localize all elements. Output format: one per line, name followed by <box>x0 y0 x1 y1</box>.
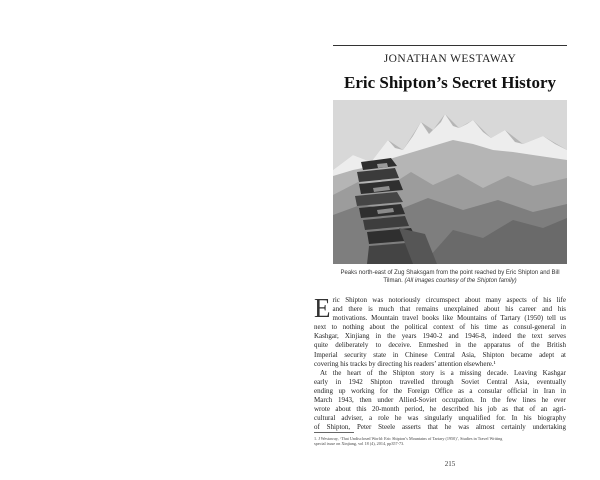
footnote-line: 1. J Westaway, ‘That Undisclosed World: Eric Shipton’s Mountains of Tartary (1950)’, Studies in Travel Writing <box>314 436 503 441</box>
body-line: Imperial security state in Chinese Central Asia, Shipton became adept at <box>314 350 566 359</box>
caption-credit: (All images courtesy of the Shipton family) <box>404 278 517 284</box>
body-line: covering his tracks by directing his readers’ attention elsewhere.¹ <box>314 359 496 368</box>
footnote-rule <box>314 432 354 433</box>
body-line: cultural adviser, a role he was singularly unqualified for. In his biography <box>314 414 566 423</box>
article-author: JONATHAN WESTAWAY <box>383 53 517 65</box>
body-line: next to nothing about the political context of his time as consul-general in <box>314 323 566 332</box>
body-line: and there is much that remains unexplained about his career and his <box>332 305 566 314</box>
article-title: Eric Shipton’s Secret History <box>343 73 556 92</box>
paragraph-1 <box>314 293 566 369</box>
figure-caption <box>333 269 567 285</box>
body-line: of Shipton, Peter Steele asserts that he was almost certainly undertaking <box>314 423 566 432</box>
footnote-line: special issue on Xinjiang, vol 18 (4), 2014, pp357-73. <box>314 441 405 447</box>
paragraph-2 <box>314 369 566 433</box>
body-line: wrote about this 20-month period, he described his job as that of an agri- <box>314 405 566 414</box>
header-rule <box>333 45 567 46</box>
body-line: At the heart of the Shipton story is a missing decade. Leaving Kashgar <box>320 368 566 377</box>
body-line: early in 1942 Shipton travelled through Soviet Central Asia, eventually <box>314 377 566 386</box>
mountain-cairn-image <box>333 100 567 264</box>
body-line: March 1943, then under Allied-Soviet occupation. In the few lines he ever <box>314 396 566 405</box>
body-line: ric Shipton was notoriously circumspect about many aspects of his life <box>332 296 566 304</box>
body-line: quite deliberately to deceive. Enmeshed in the apparatus of the British <box>314 341 566 350</box>
article-body <box>314 293 566 432</box>
body-line: Kashgar, Xinjiang in the years 1940-2 and 1946-8, indeed the text serves <box>314 332 566 341</box>
page-number: 215 <box>444 460 456 468</box>
mountain-photo <box>333 100 567 264</box>
drop-cap: E <box>314 293 331 323</box>
body-line: motivations. Mountain travel books like Mountains of Tartary (1950) tell us <box>332 314 566 323</box>
caption-main: Peaks north-east of Zug Shaksgam from the point reached by Eric Shipton and Bill Tilman. <box>340 270 560 284</box>
body-line: ending up working for the Foreign Office as a consular official in Iran in <box>314 386 566 395</box>
footnote <box>314 436 566 447</box>
